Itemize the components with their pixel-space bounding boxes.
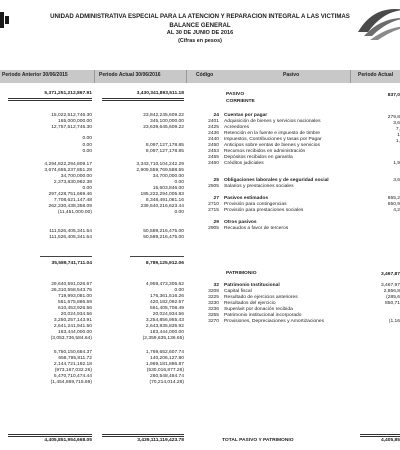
right-equity-total: 3,467,87 xyxy=(380,272,400,277)
prev-value: 29,640,591,026.67 xyxy=(51,282,92,287)
account-code: 3230 xyxy=(208,301,219,306)
curr-value: (70,214,014.28) xyxy=(149,380,184,385)
curr-value: 3,343,710,104,242.29 xyxy=(136,162,184,167)
rule xyxy=(130,256,184,257)
prev-value: 34,700,000.00 xyxy=(60,174,92,179)
prev-value: 15,022,512,746.30 xyxy=(51,113,92,118)
prev-value: 719,993,081.00 xyxy=(58,294,92,299)
account-label: Patrimonio Institucional xyxy=(224,283,280,288)
account-code: 2453 xyxy=(208,149,219,154)
curr-value: (530,016,877.26) xyxy=(146,368,184,373)
prev-value: (1,454,869,715.69) xyxy=(50,380,92,385)
prev-value: (973,167,032.26) xyxy=(54,368,92,373)
double-rule xyxy=(8,434,92,437)
curr-value: 561,405,708.49 xyxy=(150,306,184,311)
curr-value: 1,769,652,607.74 xyxy=(145,350,184,355)
account-code: 24 xyxy=(213,113,219,118)
account-label: Impuestos, Contribuciones y tasas por Pagar xyxy=(224,137,322,142)
curr-value: 176,361,516.26 xyxy=(150,294,184,299)
total-current-prev: 5,371,251,212,867.91 xyxy=(44,91,92,96)
right-value: 2,856,8 xyxy=(383,289,400,294)
prev-value: 165,000,000.00 xyxy=(58,119,92,124)
prev-value: 0.00 xyxy=(82,186,92,191)
right-value: 655,2 xyxy=(387,196,400,201)
account-code: 27 xyxy=(213,196,219,201)
curr-value: 50,589,216,475.00 xyxy=(143,229,184,234)
prev-value: 561,675,886.59 xyxy=(58,300,92,305)
prev-value: 262,330,438,358.09 xyxy=(48,204,92,209)
account-label: Resultados del ejercicio xyxy=(224,301,276,306)
prev-value: 183,444,000.00 xyxy=(58,330,92,335)
total-noncurrent-curr: 8,789,125,912.06 xyxy=(145,261,184,266)
account-code: 29 xyxy=(213,220,219,225)
account-label: Provisión para prestaciones sociales xyxy=(224,208,304,213)
right-value: 1,9 xyxy=(393,161,400,166)
curr-value: 8,097,127,178.85 xyxy=(145,143,184,148)
prev-value: 3,674,655,237,851.28 xyxy=(44,168,92,173)
total-noncurrent-prev: 35,589,741,711.04 xyxy=(51,261,92,266)
account-code: 3225 xyxy=(208,295,219,300)
right-grand-total: 4,405,85 xyxy=(380,438,400,443)
account-label: Acreedores xyxy=(224,125,250,130)
col-code: Código xyxy=(196,72,214,78)
curr-value: 0.00 xyxy=(174,180,184,185)
account-code: 3208 xyxy=(208,289,219,294)
right-value: (1,16 xyxy=(388,319,400,324)
curr-value: 140,206,127.80 xyxy=(150,356,184,361)
double-rule xyxy=(360,434,400,437)
prev-value: 297,428,751,669.46 xyxy=(48,192,92,197)
account-label: Obligaciones laborales y de seguridad social xyxy=(224,178,329,183)
report-title: BALANCE GENERAL xyxy=(169,22,231,29)
double-rule xyxy=(8,98,92,101)
account-code: 2455 xyxy=(208,155,219,160)
account-label: Retención en la fuente e impuesto de timbre xyxy=(224,131,320,136)
double-rule xyxy=(102,98,184,101)
total-current-curr: 3,430,341,893,511.18 xyxy=(136,91,184,96)
account-label: Otros pasivos xyxy=(224,220,257,225)
curr-value: 2,909,559,769,588.55 xyxy=(136,168,184,173)
section-equity: PATRIMONIO xyxy=(226,271,257,276)
report-units: (Cifras en pesos) xyxy=(178,38,222,44)
prev-value: 0.00 xyxy=(82,136,92,141)
account-code: 2715 xyxy=(208,208,219,213)
account-code: 2710 xyxy=(208,202,219,207)
right-value: 3,6 xyxy=(393,178,400,183)
right-value: 4,2 xyxy=(393,208,400,213)
curr-value: 3,254,856,955.43 xyxy=(145,318,184,323)
curr-value: 0.00 xyxy=(174,210,184,215)
prev-value: 2,641,241,941.50 xyxy=(53,324,92,329)
prev-value: 20,024,934.56 xyxy=(60,312,92,317)
curr-value: 23,842,245,609.22 xyxy=(143,113,184,118)
report-date: AL 30 DE JUNIO DE 2016 xyxy=(166,30,234,36)
col-curr-period: Periodo Actual 30/06/2016 xyxy=(99,72,161,78)
prev-value: 658,795,811.72 xyxy=(58,356,92,361)
right-value: 7, xyxy=(395,127,400,132)
col-prev-period: Periodo Anterior 30/06/2015 xyxy=(2,72,68,78)
prev-value: 610,453,926.56 xyxy=(58,306,92,311)
col-divider xyxy=(94,70,95,83)
entity-name: UNIDAD ADMINISTRATIVA ESPECIAL PARA LA ATENCION Y REPARACION INTEGRAL A LAS VICTIMAS xyxy=(50,13,350,20)
curr-value: 20,024,934.56 xyxy=(152,312,184,317)
curr-value: 239,540,216,623.44 xyxy=(140,204,184,209)
account-label: Cuentas por pagar xyxy=(224,113,268,118)
account-code: 25 xyxy=(213,178,219,183)
account-label: Salarios y prestaciones sociales xyxy=(224,184,294,189)
total-liabilities-equity-label: TOTAL PASIVO Y PATRIMONIO xyxy=(222,438,294,443)
right-total-liabilities: 837,0 xyxy=(387,93,400,98)
col-divider xyxy=(350,70,351,83)
double-rule xyxy=(102,434,184,437)
total-assets-prev: 4,405,851,954,668.05 xyxy=(44,438,92,443)
account-code: 2440 xyxy=(208,137,219,142)
prev-value: 26,310,558,543.75 xyxy=(51,288,92,293)
curr-value: 4,959,473,305.62 xyxy=(145,282,184,287)
account-label: Superávit por donación recibida xyxy=(224,307,293,312)
right-value: 850,71 xyxy=(385,301,400,306)
account-label: Pasivos estimados xyxy=(224,196,269,201)
col-liabilities: Pasivo xyxy=(283,72,300,78)
section-liabilities: PASIVO xyxy=(226,92,245,97)
curr-value: 420,182,092.57 xyxy=(150,300,184,305)
prev-value: 5,470,710,474.44 xyxy=(53,374,92,379)
account-label: Provisión para contingencias xyxy=(224,202,287,207)
right-value: 3,6 xyxy=(393,121,400,126)
account-label: Patrimonio institucional incorporado xyxy=(224,313,302,318)
prev-value: 111,526,405,341.54 xyxy=(49,229,92,234)
prev-value: (11,451,000.00) xyxy=(57,210,92,215)
curr-value: 1,969,181,886.87 xyxy=(145,362,184,367)
account-code: 2460 xyxy=(208,161,219,166)
right-value: (285,6 xyxy=(386,295,400,300)
curr-value: 15,603,846.00 xyxy=(152,186,184,191)
prev-value: 7,708,621,147.48 xyxy=(53,198,92,203)
right-value: 3,467,97 xyxy=(380,283,400,288)
account-code: 32 xyxy=(213,283,219,288)
account-code: 3255 xyxy=(208,313,219,318)
curr-value: 8,097,127,178.85 xyxy=(145,149,184,154)
prev-value: (3,053,736,584.64) xyxy=(50,336,92,341)
curr-value: 0.00 xyxy=(174,288,184,293)
account-label: Capital fiscal xyxy=(224,289,252,294)
curr-value: 345,100,000.00 xyxy=(150,119,184,124)
prev-value: 4,294,822,294,809.17 xyxy=(44,162,92,167)
col-right-period: Periodo Actual xyxy=(358,72,394,78)
prev-value: 3,250,257,143.91 xyxy=(53,318,92,323)
account-label: Adquisición de bienes y servicios nacionales xyxy=(224,119,321,124)
curr-value: 185,222,294,005.83 xyxy=(140,192,184,197)
curr-value: 23,639,645,609.22 xyxy=(143,125,184,130)
account-label: Recaudos a favor de terceros xyxy=(224,226,289,231)
account-code: 2425 xyxy=(208,125,219,130)
prev-value: 111,526,405,341.54 xyxy=(49,235,92,240)
right-value: 1, xyxy=(395,139,400,144)
prev-value: 12,757,512,746.30 xyxy=(51,125,92,130)
curr-value: 183,444,000.00 xyxy=(150,330,184,335)
prev-value: 0.00 xyxy=(82,143,92,148)
section-current: CORRIENTE xyxy=(226,99,255,104)
prev-value: 2,373,830,982.38 xyxy=(53,180,92,185)
total-assets-curr: 3,439,111,119,423.78 xyxy=(137,438,184,443)
account-code: 2401 xyxy=(208,119,219,124)
account-code: 2505 xyxy=(208,184,219,189)
account-label: Resultado de ejercicios anteriores xyxy=(224,295,298,300)
account-label: Recursos recibidos en administración xyxy=(224,149,306,154)
col-divider xyxy=(186,70,187,83)
curr-value: 260,548,484.74 xyxy=(150,374,184,379)
prev-value: 5,750,150,684.37 xyxy=(53,350,92,355)
rule xyxy=(40,256,92,257)
curr-value: (2,359,635,136.65) xyxy=(142,336,184,341)
account-code: 2905 xyxy=(208,226,219,231)
account-label: Anticipos sobre ventas de bienes y servicios xyxy=(224,143,320,148)
account-code: 2436 xyxy=(208,131,219,136)
right-value: 1 xyxy=(397,133,400,138)
prev-value: 2,144,721,192.18 xyxy=(53,362,92,367)
prev-value: 0.00 xyxy=(82,149,92,154)
curr-value: 34,700,000.00 xyxy=(152,174,184,179)
column-header-bar xyxy=(0,70,400,83)
account-label: Depósitos recibidos en garantía xyxy=(224,155,293,160)
account-code: 3236 xyxy=(208,307,219,312)
right-value: 650,9 xyxy=(387,202,400,207)
curr-value: 50,589,216,475.00 xyxy=(143,235,184,240)
account-code: 2450 xyxy=(208,143,219,148)
account-code: 3270 xyxy=(208,319,219,324)
curr-value: 8,348,491,081.16 xyxy=(145,198,184,203)
account-label: Créditos judiciales xyxy=(224,161,264,166)
account-label: Provisiones, Depreciaciones y Amortizaciones xyxy=(224,319,325,324)
right-value: 279,8 xyxy=(387,115,400,120)
curr-value: 2,643,835,835.92 xyxy=(145,324,184,329)
